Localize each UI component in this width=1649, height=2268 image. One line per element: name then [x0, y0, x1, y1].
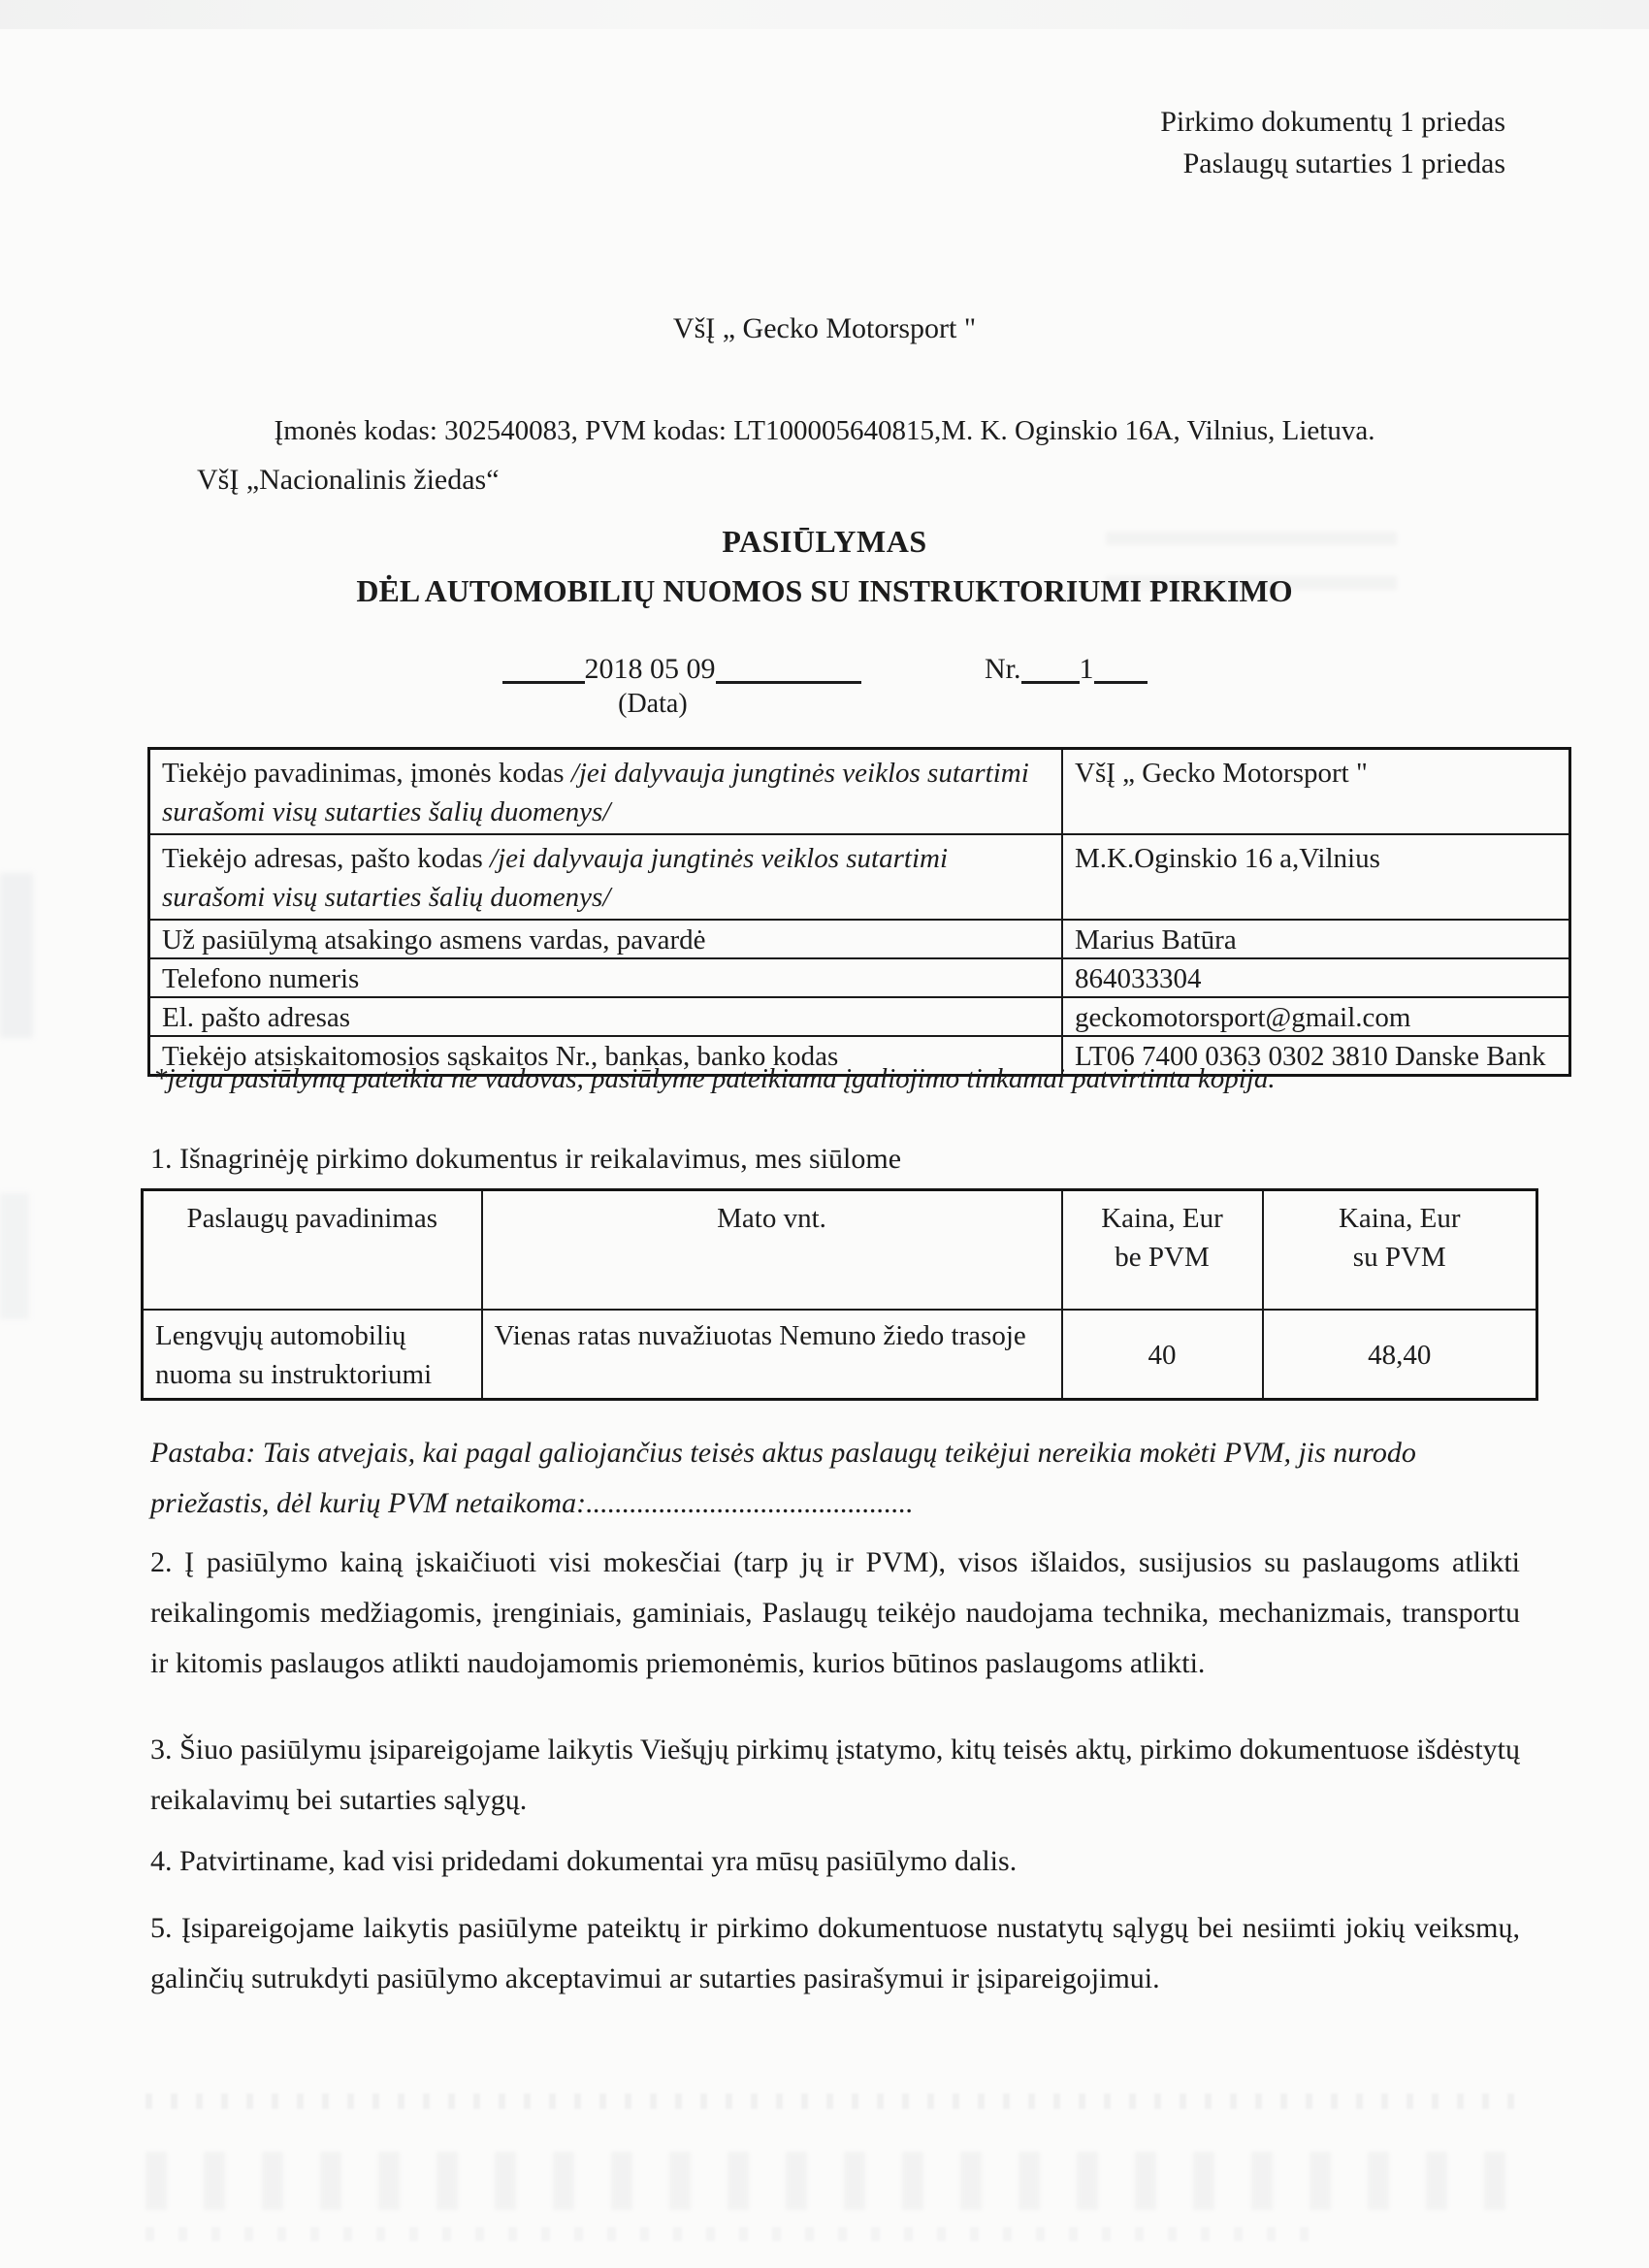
pastaba-note: Pastaba: Tais atvejais, kai pagal galiojančius teisės aktus paslaugų teikėjui nereikia mokėti PVM, jis nurodo priežastis, dėl kurių PVM netaikoma:............................................. [150, 1437, 1416, 1519]
table-row [149, 958, 1570, 997]
offer-table [141, 1188, 1538, 1401]
scan-artifact [0, 873, 33, 1038]
annex-line-2: Paslaugų sutarties 1 priedas [1182, 147, 1505, 179]
company-name: VšĮ „ Gecko Motorsport " [672, 312, 977, 344]
paragraph-3: 3. Šiuo pasiūlymu įsipareigojame laikytis Viešųjų pirkimų įstatymo, kitų teisės aktų, pirkimo dokumentuose išdėstytų reikalavimų bei sutarties sąlygų. [150, 1733, 1520, 1816]
nr-label: Nr. [985, 653, 1021, 685]
recipient-name: VšĮ „Nacionalinis žiedas“ [197, 464, 500, 496]
annex-line-1: Pirkimo dokumentų 1 priedas [1160, 106, 1505, 138]
supplier-info-table [147, 747, 1571, 1077]
bank-account-label: Tiekėjo atsiskaitomosios sąskaitos Nr., bankas, banko kodas [149, 1036, 1063, 1076]
document-title: PASIŪLYMAS [722, 524, 927, 559]
underline [502, 652, 585, 684]
contact-person-value: Marius Batūra [1062, 920, 1570, 958]
contact-person-label: Už pasiūlymą atsakingo asmens vardas, pavardė [149, 920, 1063, 958]
phone-value: 864033304 [1062, 958, 1570, 997]
table-row [149, 920, 1570, 958]
number-group [985, 646, 1148, 686]
section-1-intro: 1. Išnagrinėję pirkimo dokumentus ir reikalavimus, mes siūlome [150, 1143, 902, 1175]
service-name-cell: Lengvųjų automobilių nuoma su instruktoriumi [143, 1310, 482, 1400]
underline [1021, 652, 1080, 684]
document-subtitle: DĖL AUTOMOBILIŲ NUOMOS SU INSTRUKTORIUMI PIRKIMO [356, 573, 1293, 608]
paragraph-4: 4. Patvirtiname, kad visi pridedami dokumentai yra mūsų pasiūlymo dalis. [150, 1845, 1018, 1877]
date-value: 2018 05 09 [584, 653, 716, 685]
paragraph-5: 5. Įsipareigojame laikytis pasiūlyme pateiktų ir pirkimo dokumentuose nustatytų sąlygų bei nesiimti jokių veiksmų, galinčių sutrukdyti pasiūlymo akceptavimui ar sutarties pasirašymui ir įsipareigojimui. [150, 1912, 1520, 1994]
unit-cell: Vienas ratas nuvažiuotas Nemuno žiedo trasoje [482, 1310, 1062, 1400]
scan-artifact [0, 1193, 29, 1319]
table-header-row [143, 1190, 1537, 1311]
table-footnote: *jeigu pasiūlymą pateikia ne vadovas, pasiūlyme pateikiama įgaliojimo tinkamai patvirtinta kopija. [153, 1063, 1276, 1094]
table-row [143, 1310, 1537, 1400]
scan-artifact [146, 2152, 1542, 2210]
bank-account-value: LT06 7400 0363 0302 3810 Danske Bank [1062, 1036, 1570, 1076]
paragraph-2: 2. Į pasiūlymo kainą įskaičiuoti visi mokesčiai (tarp jų ir PVM), visos išlaidos, susijusios su paslaugoms atlikti reikalingomis medžiagomis, įrenginiais, gaminiais, Paslaugų teikėjo naudojama technika, mechanizmais, transportu ir kitomis paslaugos atlikti naudojamomis priemonėmis, kurios būtinos paslaugoms atlikti. [150, 1546, 1520, 1679]
scan-artifact [146, 2093, 1533, 2109]
col-price-vat-header: Kaina, Eur su PVM [1263, 1190, 1537, 1311]
table-row [149, 834, 1570, 920]
scan-artifact [146, 2227, 1310, 2241]
email-value: geckomotorsport@gmail.com [1062, 997, 1570, 1036]
underline [1094, 652, 1148, 684]
phone-label: Telefono numeris [149, 958, 1063, 997]
underline [716, 652, 861, 684]
date-caption: (Data) [618, 689, 688, 719]
col-unit-header: Mato vnt. [482, 1190, 1062, 1311]
email-label: El. pašto adresas [149, 997, 1063, 1036]
supplier-name-label: Tiekėjo pavadinimas, įmonės kodas /jei dalyvauja jungtinės veiklos sutartimi surašomi visų sutarties šalių duomenys/ [149, 749, 1063, 835]
col-price-novat-header: Kaina, Eur be PVM [1062, 1190, 1263, 1311]
scan-artifact [0, 0, 1649, 29]
supplier-name-value: VšĮ „ Gecko Motorsport " [1062, 749, 1570, 835]
col-service-header: Paslaugų pavadinimas [143, 1190, 482, 1311]
nr-value: 1 [1079, 653, 1094, 685]
price-vat-cell: 48,40 [1263, 1310, 1537, 1400]
date-group [502, 646, 861, 719]
supplier-address-label: Tiekėjo adresas, pašto kodas /jei dalyvauja jungtinės veiklos sutartimi surašomi visų sutarties šalių duomenys/ [149, 834, 1063, 920]
price-novat-cell: 40 [1062, 1310, 1263, 1400]
company-details: Įmonės kodas: 302540083, PVM kodas: LT100005640815,M. K. Oginskio 16A, Vilnius, Lietuva. [274, 415, 1375, 446]
table-row [149, 997, 1570, 1036]
annex-reference [1160, 101, 1505, 184]
date-number-row [0, 646, 1649, 719]
table-row [149, 749, 1570, 835]
supplier-address-value: M.K.Oginskio 16 a,Vilnius [1062, 834, 1570, 920]
